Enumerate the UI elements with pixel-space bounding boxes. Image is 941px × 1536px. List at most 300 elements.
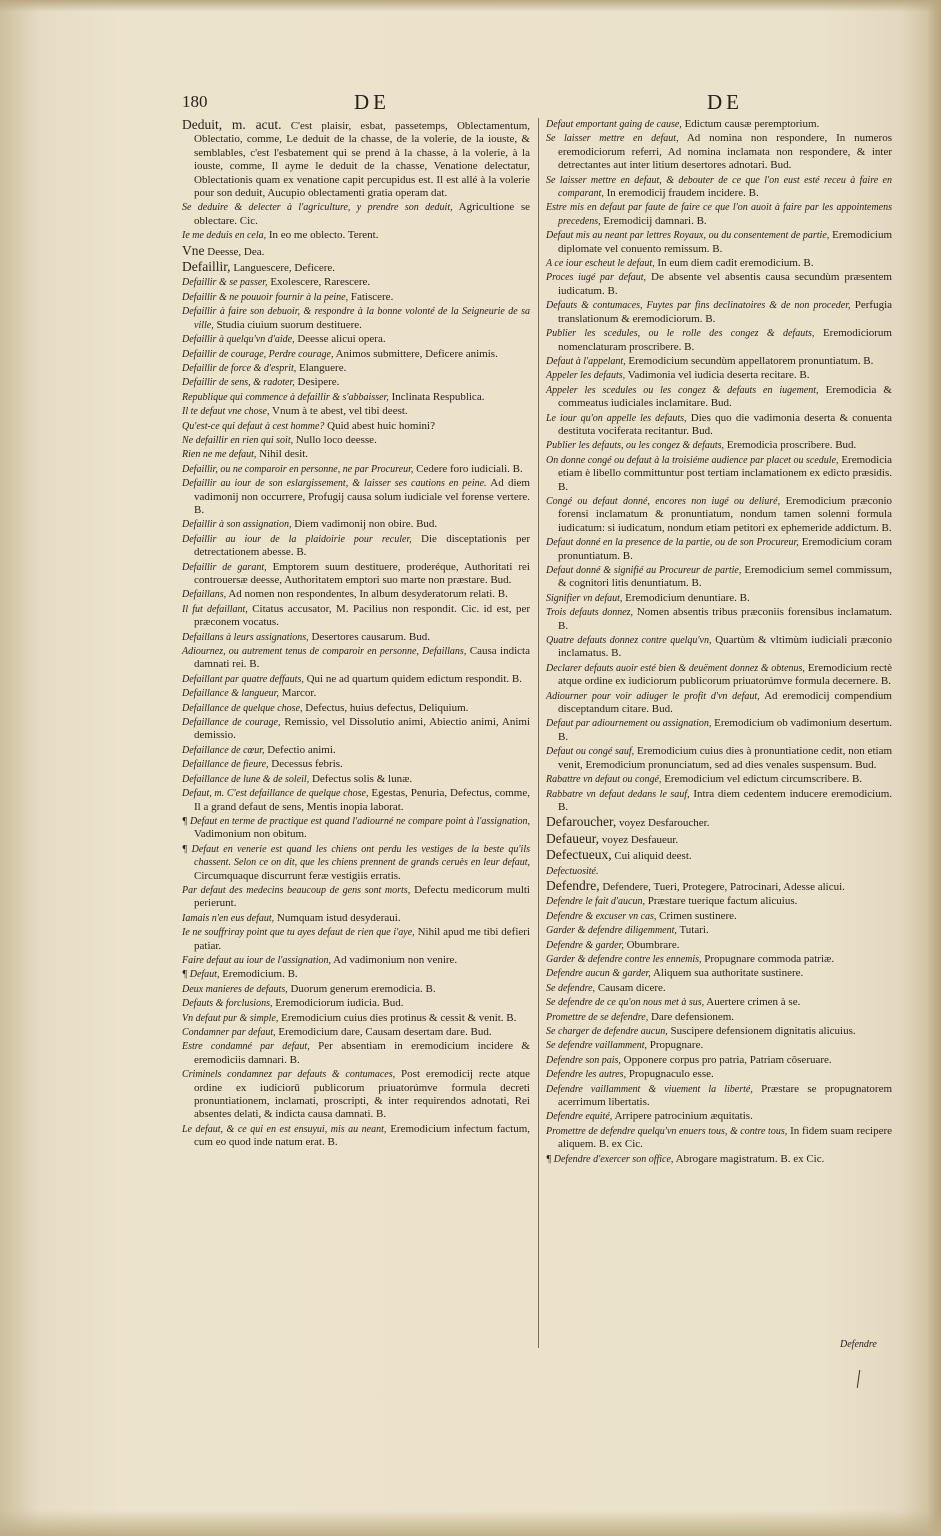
latin-gloss: Eremodicia etiam è libello committuntur post tertiam inclamationem ex edicto præsidis. B. [558, 453, 893, 493]
french-headword: Defendre son pais, [546, 1054, 621, 1066]
running-header [182, 90, 902, 120]
dictionary-entry [182, 1026, 530, 1039]
latin-gloss: In eremodicij fraudem incidere. B. [606, 187, 759, 200]
dictionary-entry [546, 953, 892, 966]
french-headword: Le defaut, & ce qui en est ensuyui, mis au neant, [182, 1123, 387, 1135]
dictionary-entry [546, 299, 892, 326]
dictionary-entry [182, 561, 530, 588]
dictionary-entry [182, 391, 530, 404]
dictionary-entry [182, 645, 530, 672]
dictionary-entry [546, 1054, 892, 1067]
dictionary-entry [182, 673, 530, 686]
latin-gloss: Defectus solis & lunæ. [311, 772, 413, 785]
page-shadow-top [0, 0, 941, 12]
dictionary-entry [546, 592, 892, 605]
dictionary-entry [182, 773, 530, 786]
dictionary-entry [182, 787, 530, 814]
latin-gloss: Propugnaculo esse. [628, 1068, 714, 1081]
french-headword: Defaillir de courage, Perdre courage, [182, 348, 334, 360]
french-headword: Il fut defaillant, [182, 603, 248, 615]
french-headword: Defaillir à quelqu'vn d'aide, [182, 334, 295, 346]
french-headword: Defectueux, [546, 847, 612, 863]
dictionary-entry [182, 305, 530, 332]
latin-gloss: Die disceptationis per detrectationem abesse. B. [194, 532, 531, 559]
latin-gloss: Eremodicium semel commissum, & cognitori litis denuntiatum. B. [558, 564, 893, 590]
french-headword: Defaillir de force & d'esprit, [182, 362, 297, 374]
latin-gloss: Suscipere defensionem dignitatis alicuius. [670, 1025, 856, 1037]
french-headword: Se defendre de ce qu'on nous met à sus, [546, 997, 705, 1009]
dictionary-entry [182, 434, 530, 447]
latin-gloss: Cedere foro iudiciali. B. [416, 462, 523, 475]
dictionary-entry [546, 865, 892, 878]
french-headword: Se defendre, [546, 982, 596, 994]
french-headword: Garder & defendre contre les ennemis, [546, 953, 702, 965]
latin-gloss: Studia ciuium suorum destituere. [216, 318, 362, 331]
dictionary-entry [546, 132, 892, 172]
french-headword: Iamais n'en eus defaut, [182, 912, 275, 924]
french-headword: Defaut, m. C'est defaillance de quelque chose, [182, 788, 369, 800]
dictionary-entry [182, 477, 530, 517]
latin-gloss: Perfugia translationum & eremodiciorum. B. [558, 299, 893, 325]
dictionary-entry [182, 702, 530, 715]
latin-gloss: Egestas, Penuria, Defectus, comme, Il a grand defaut de sens, Mentis inopia laborat. [194, 787, 530, 813]
french-headword: Defendre, [546, 877, 600, 893]
dictionary-entry [182, 815, 530, 842]
french-headword: Adiournez, ou autrement tenus de comparoir en personne, Defaillans, [182, 646, 467, 658]
dictionary-entry [182, 1012, 530, 1025]
latin-gloss: Languescere, Deficere. [233, 262, 335, 275]
dictionary-entry [546, 662, 892, 689]
french-headword: Defaillir & se passer, [182, 277, 268, 289]
french-headword: Deux manieres de defauts, [182, 983, 288, 995]
dictionary-entry [546, 895, 892, 908]
latin-gloss: Dare defensionem. [650, 1010, 735, 1023]
french-headword: Estre condamné par defaut, [182, 1041, 310, 1053]
dictionary-entry [182, 362, 530, 375]
dictionary-entry [546, 606, 892, 633]
latin-gloss: Eremodicia & commeatus iudiciales inclamitare. Bud. [558, 383, 892, 410]
dictionary-entry [546, 369, 892, 382]
dictionary-entry [182, 118, 530, 200]
dictionary-entry [546, 355, 892, 368]
latin-gloss: Defectio animi. [267, 743, 336, 756]
dictionary-entry [546, 832, 892, 847]
french-headword: Congé ou defaut donné, encores non iugé ou deliuré, [546, 495, 781, 507]
latin-gloss: Eremodicium coram pronuntiatum. B. [558, 536, 893, 562]
dictionary-entry [182, 376, 530, 389]
latin-gloss: Duorum generum eremodicia. B. [290, 982, 436, 995]
french-headword: Defaillance de lune & de soleil, [182, 773, 310, 785]
french-headword: Defaillir au iour de son eslargissement, & laisser ses cautions en peine. [182, 478, 487, 490]
latin-gloss: Defectus, huius defectus, Deliquium. [305, 701, 469, 714]
latin-gloss: Aliquem sua authoritate sustinere. [652, 967, 804, 980]
dictionary-entry [546, 174, 892, 201]
column-divider [538, 118, 539, 1348]
french-headword: Proces iugé par defaut, [546, 272, 647, 284]
french-headword: Defendre equité, [546, 1111, 613, 1123]
latin-gloss: Eremodicium præconio forensi inclamatum & pronuntiatum, nondum tamen solenni formula iudicatum: si iudicatum, nondum etiam petitori ex ephemeride addictum. B. [558, 494, 893, 534]
french-headword: ¶ Defaut en terme de practique est quand l'adiourné ne compare point à l'assignation, [182, 815, 530, 827]
french-headword: Defaut par adiournement ou assignation, [546, 718, 712, 730]
french-headword: A ce iour escheut le defaut, [546, 258, 655, 270]
latin-gloss: Cui aliquid deest. [614, 850, 692, 863]
dictionary-entry [546, 788, 892, 815]
french-headword: Defaut ou congé sauf, [546, 746, 635, 758]
french-headword: ¶ Defendre d'exercer son office, [546, 1153, 674, 1165]
latin-gloss: Propugnare commoda patriæ. [704, 952, 835, 965]
latin-gloss: Desipere. [297, 376, 340, 389]
dictionary-entry [546, 454, 892, 494]
french-headword: Declarer defauts auoir esté bien & deuëment donnez & obtenus, [546, 662, 805, 674]
dictionary-entry [546, 1011, 892, 1024]
dictionary-entry [182, 954, 530, 967]
french-headword: Defaillir de garant, [182, 561, 267, 573]
dictionary-entry [182, 716, 530, 743]
dictionary-entry [546, 924, 892, 937]
latin-gloss: Post eremodicij recte atque ordine ex iudiciorū publicorum priuatorúmve formula decreti pronuntiationem, inclamati, proscripti, & inter requirendos adnotati, Rei absentes delati, & indicta causa damnati. B. [194, 1068, 531, 1121]
latin-gloss: Eremodicium infectum factum, cum eo quod inde natum erat. B. [194, 1122, 530, 1149]
french-headword: Defaillir à faire son debuoir, & respondre à la bonne volonté de la Seigneurie de sa ville, [182, 306, 530, 331]
french-headword: ¶ Defaut en venerie est quand les chiens ont perdu les vestiges de la beste qu'ils chassent. Selon ce on dit, que les chiens prennent de grands ceruès en leur defaut, [182, 843, 530, 869]
dictionary-entry [546, 815, 892, 830]
dictionary-entry [182, 518, 530, 531]
latin-gloss: Ad eremodicij compendium disceptandum citare. Bud. [558, 689, 892, 716]
french-headword: Defaillance de courage, [182, 717, 281, 729]
dictionary-entry [182, 1123, 530, 1150]
dictionary-entry [546, 201, 892, 228]
french-headword: Defaillance de fieure, [182, 759, 269, 771]
latin-gloss: voyez Desfaroucher. [619, 817, 710, 830]
latin-gloss: De absente vel absentis causa secundùm præsentem iudicatum. B. [558, 271, 892, 297]
latin-gloss: Vadimonium non obitum. [194, 828, 307, 841]
right-heading: DE [707, 90, 743, 114]
dictionary-entry [182, 603, 530, 630]
latin-gloss: Inclinata Respublica. [391, 390, 485, 403]
latin-gloss: In fidem suam recipere aliquem. B. ex Cic. [558, 1124, 892, 1151]
french-headword: Adiourner pour voir adiuger le profit d'vn defaut, [546, 690, 760, 702]
dictionary-entry [182, 912, 530, 925]
latin-gloss: Circumquaque discurrunt feræ vestigiis erratis. [194, 869, 401, 882]
latin-gloss: Ad nomina non respondere, In numeros eremodiciorum referri, Ad nomina inclamata non respondere, & inter detrectantes aut inter litium desertores adnotari. Bud. [558, 132, 892, 172]
french-headword: Defauts & contumaces, Fuytes par fins declinatoires & de non proceder, [546, 300, 851, 312]
latin-gloss: Deesse, Dea. [207, 245, 265, 258]
dictionary-entry [182, 333, 530, 346]
page-number: 180 [182, 92, 208, 111]
french-headword: Rabbatre vn defaut dedans le sauf, [546, 788, 690, 800]
latin-gloss: C'est plaisir, esbat, passetemps, Oblectamentum, Oblectatio, comme, Le deduit de la chasse, de la volerie, de la iouste, & semblables, c'est l'esbatement qui se prend à la chasse, à la volerie, à la iouste, comme, Il ayme le deduit de la chasse, Venatione delectatur, Oblectationis quam ex venatione capit percupidus est. Il est allé à la volerie pour son deduit, Aucupio oblectamenti gratia operam dat. [194, 120, 530, 200]
latin-gloss: Propugnare. [649, 1039, 704, 1052]
french-headword: Faire defaut au iour de l'assignation, [182, 954, 331, 966]
dictionary-entry [546, 229, 892, 256]
dictionary-entry [182, 533, 530, 560]
dictionary-entry [182, 631, 530, 644]
french-headword: Vn defaut pur & simple, [182, 1012, 279, 1024]
french-headword: Publier les defauts, ou les congez & defauts, [546, 440, 725, 452]
latin-gloss: Eremodiciorum iudicia. Bud. [275, 997, 404, 1010]
dictionary-entry [546, 910, 892, 923]
latin-gloss: Citatus accusator, M. Pacilius non respondit. Cic. id est, per præconem vocatus. [194, 602, 531, 629]
dictionary-entry [546, 634, 892, 661]
french-headword: Defaillir, ou ne comparoir en personne, ne par Procureur, [182, 463, 414, 475]
dictionary-entry [182, 348, 530, 361]
french-headword: Se laisser mettre en defaut, [546, 133, 679, 145]
pen-mark [857, 1370, 860, 1388]
dictionary-entry [182, 926, 530, 953]
dictionary-entry [182, 291, 530, 304]
latin-gloss: In eum diem cadit eremodicium. B. [657, 257, 814, 270]
latin-gloss: Diem vadimonij non obire. Bud. [294, 518, 438, 531]
french-headword: Se charger de defendre aucun, [546, 1026, 668, 1037]
latin-gloss: Numquam istud desyderaui. [276, 911, 401, 924]
dictionary-entry [182, 758, 530, 771]
french-headword: Rabattre vn defaut ou congé, [546, 774, 662, 786]
latin-gloss: voyez Desfaueur. [601, 833, 679, 846]
dictionary-entry [182, 997, 530, 1010]
latin-gloss: Tutari. [679, 924, 709, 937]
latin-gloss: Agricultione se oblectare. Cic. [194, 201, 530, 227]
latin-gloss: Exolescere, Rarescere. [270, 276, 371, 289]
french-headword: Defendre & garder, [546, 939, 624, 951]
latin-gloss: Defendere, Tueri, Protegere, Patrocinari, Adesse alicui. [602, 880, 845, 893]
french-headword: Defendre le fait d'aucun, [546, 896, 645, 908]
latin-gloss: Eremodicium secundùm appellatorem pronuntiatum. B. [628, 354, 874, 367]
latin-gloss: Intra diem cedentem inducere eremodicium. B. [558, 787, 893, 813]
french-headword: Defaillir de sens, & radoter, [182, 377, 295, 389]
latin-gloss: Nihil desit. [259, 448, 309, 461]
dictionary-entry [182, 201, 530, 228]
latin-gloss: Eremodicium rectè atque ordine ex iudiciorum publicorum priuatorúmve formula decernere. B. [558, 661, 892, 688]
dictionary-entry [546, 982, 892, 995]
dictionary-entry [546, 564, 892, 591]
dictionary-entry [182, 983, 530, 996]
french-headword: Se laisser mettre en defaut, & debouter de ce que l'on eust esté receu à faire en comparant, [546, 174, 892, 200]
french-headword: Defaroucher, [546, 814, 617, 830]
french-headword: Rien ne me defaut, [182, 449, 257, 461]
dictionary-entry [182, 1040, 530, 1067]
french-headword: Appeler les defauts, [546, 370, 626, 382]
dictionary-entry [546, 1153, 892, 1166]
dictionary-entry [546, 1068, 892, 1081]
catchword: Defendre [840, 1339, 877, 1350]
french-headword: Defaillant par quatre deffauts, [182, 673, 304, 685]
french-headword: Defaut donné & signifié au Procureur de partie, [546, 565, 742, 576]
latin-gloss: Eremodicium vel edictum circumscribere. B. [664, 773, 863, 786]
latin-gloss: Vadimonia vel iudicia deserta recitare. B. [627, 369, 810, 382]
french-headword: Le iour qu'on appelle les defauts, [546, 412, 687, 424]
french-headword: Appeler les scedules ou les congez & defauts en iugement, [546, 384, 819, 396]
latin-gloss: Eremodiciorum nomenclaturam proscribere. B. [558, 327, 892, 353]
french-headword: Condamner par defaut, [182, 1027, 276, 1038]
french-headword: Trois defauts donnez, [546, 607, 634, 619]
latin-gloss: Eremodicium diplomate vel conuento remissum. B. [558, 229, 892, 255]
latin-gloss: Dies quo die vadimonia deserta & conuenta destituta vociferata recitantur. Bud. [558, 411, 892, 437]
latin-gloss: Eremodicij damnari. B. [603, 214, 707, 227]
left-heading: DE [354, 90, 390, 114]
latin-gloss: Defectu medicorum multi perierunt. [194, 883, 530, 910]
latin-gloss: Edictum causæ peremptorium. [684, 118, 820, 130]
latin-gloss: Vnum à te abest, vel tibi deest. [272, 405, 408, 418]
latin-gloss: Elanguere. [299, 361, 347, 374]
dictionary-entry [546, 1083, 892, 1110]
latin-gloss: Præstare tuerique factum alicuius. [647, 895, 798, 908]
french-headword: Defaillans, [182, 589, 227, 601]
latin-gloss: Auertere crimen à se. [706, 996, 801, 1009]
french-headword: Defaillance de quelque chose, [182, 702, 303, 714]
french-headword: Garder & defendre diligemment, [546, 925, 677, 937]
dictionary-entry [546, 327, 892, 354]
dictionary-entry [546, 536, 892, 563]
french-headword: Promettre de defendre quelqu'vn enuers tous, & contre tous, [546, 1125, 788, 1137]
dictionary-entry [182, 463, 530, 476]
french-headword: Vne [182, 242, 205, 258]
french-headword: Promettre de se defendre, [546, 1011, 649, 1023]
latin-gloss: Ad vadimonium non venire. [333, 953, 458, 966]
french-headword: Se deduire & delecter à l'agriculture, y prendre son deduit, [182, 202, 453, 214]
latin-gloss: Desertores causarum. Bud. [311, 630, 430, 643]
french-headword: Defectuosité. [546, 865, 599, 877]
french-headword: Defaillance & langueur, [182, 688, 279, 700]
french-headword: Ne defaillir en rien qui soit, [182, 434, 294, 446]
french-headword: Republique qui commence à defaillir & s'abbaisser, [182, 391, 389, 403]
latin-gloss: Præstare se propugnatorem acerrimum libertatis. [558, 1082, 893, 1109]
latin-gloss: Crimen sustinere. [659, 909, 737, 922]
dictionary-entry [182, 420, 530, 433]
french-headword: Defaueur, [546, 830, 600, 846]
latin-gloss: Causam dicere. [597, 981, 666, 994]
latin-gloss: Fatiscere. [350, 290, 394, 303]
french-headword: Defendre aucun & garder, [546, 968, 651, 980]
dictionary-entry [546, 745, 892, 772]
french-headword: Se defendre vaillamment, [546, 1040, 647, 1052]
latin-gloss: Nullo loco deesse. [295, 433, 377, 446]
french-headword: Defaillance de cœur, [182, 744, 265, 756]
dictionary-entry [546, 996, 892, 1009]
dictionary-entry [182, 687, 530, 700]
page-shadow-bottom [0, 1510, 941, 1536]
dictionary-entry [546, 879, 892, 894]
latin-gloss: Causa indicta damnati rei. B. [194, 645, 530, 671]
latin-gloss: Quid abest huic homini? [327, 419, 435, 432]
latin-gloss: Opponere corpus pro patria, Patriam cōseruare. [623, 1053, 832, 1066]
dictionary-entry [182, 588, 530, 601]
french-headword: Deduit, m. acut. [182, 117, 282, 132]
latin-gloss: Decessus febris. [271, 758, 343, 771]
french-headword: Par defaut des medecins beaucoup de gens sont morts, [182, 884, 411, 896]
latin-gloss: Eremodicium cuius dies protinus & cessit & venit. B. [281, 1011, 517, 1024]
french-headword: ¶ Defaut, [182, 969, 220, 981]
latin-gloss: Eremodicium ob vadimonium desertum. B. [558, 717, 892, 743]
french-headword: Il te defaut vne chose, [182, 406, 270, 418]
latin-gloss: Ad nomen non respondentes, In album desyderatorum relati. B. [228, 588, 508, 601]
dictionary-entry [546, 1025, 892, 1038]
dictionary-entry [546, 1039, 892, 1052]
french-headword: Defauts & forclusions, [182, 998, 273, 1010]
dictionary-entry [182, 1068, 530, 1122]
latin-gloss: Remissio, vel Dissolutio animi, Abiectio animi, Animi demissio. [194, 716, 530, 742]
french-headword: Criminels condamnez par defauts & contumaces, [182, 1069, 396, 1081]
dictionary-entry [182, 448, 530, 461]
dictionary-entry [182, 968, 530, 981]
latin-gloss: Abrogare magistratum. B. ex Cic. [675, 1152, 825, 1165]
french-headword: Defaillir & ne pouuoir fournir à la peine, [182, 291, 349, 303]
french-headword: Signifier vn defaut, [546, 592, 623, 604]
french-headword: Defaillir à son assignation, [182, 519, 292, 531]
dictionary-entry [546, 1125, 892, 1152]
latin-gloss: In eo me oblecto. Terent. [268, 229, 379, 242]
dictionary-entry [546, 690, 892, 717]
french-headword: Qu'est-ce qui defaut à cest homme? [182, 420, 325, 432]
dictionary-entry [182, 244, 530, 259]
french-headword: Defaut donné en la presence de la partie, ou de son Procureur, [546, 537, 799, 549]
latin-gloss: Nomen absentis tribus præconiis forensibus inclamatum. B. [558, 606, 893, 632]
french-headword: Ie me deduis en cela, [182, 230, 267, 242]
latin-gloss: Marcor. [281, 687, 317, 700]
dictionary-entry [546, 1110, 892, 1123]
latin-gloss: Deesse alicui opera. [297, 333, 386, 346]
french-headword: Ie ne souffriray point que tu ayes defaut de rien que i'aye, [182, 927, 415, 939]
page-shadow-right [927, 0, 941, 1536]
latin-gloss: Obumbrare. [626, 938, 680, 951]
dictionary-entry [546, 495, 892, 535]
left-column [182, 118, 530, 1151]
french-headword: Publier les scedules, ou le rolle des congez & defauts, [546, 328, 815, 340]
dictionary-entry [182, 229, 530, 242]
dictionary-entry [182, 276, 530, 289]
french-headword: Defaillans à leurs assignations, [182, 631, 309, 643]
french-headword: Defaut emportant gaing de cause, [546, 119, 682, 130]
french-headword: Defendre & excuser vn cas, [546, 910, 657, 922]
latin-gloss: Eremodicium denuntiare. B. [625, 591, 750, 604]
latin-gloss: Eremodicia proscribere. Bud. [726, 439, 857, 452]
latin-gloss: Emptorem suum destituere, proderéque, Authoritati rei controuersæ deesse, Authoritatem emptori suo marte non præstare. Bud. [194, 560, 530, 586]
dictionary-entry [546, 412, 892, 439]
latin-gloss: Animos submittere, Deficere animis. [335, 347, 498, 360]
dictionary-entry [546, 848, 892, 863]
dictionary-entry [182, 260, 530, 275]
french-headword: Quatre defauts donnez contre quelqu'vn, [546, 635, 712, 647]
dictionary-entry [546, 257, 892, 270]
latin-gloss: Arripere patrocinium æquitatis. [614, 1110, 753, 1123]
dictionary-entry [546, 384, 892, 411]
french-headword: Defaut à l'appelant, [546, 355, 626, 367]
latin-gloss: Quartùm & vltimùm iudiciali præconio inclamatus. B. [558, 634, 892, 660]
french-headword: Defaut mis au neant par lettres Royaux, ou du consentement de partie, [546, 230, 830, 242]
right-column [546, 118, 892, 1167]
dictionary-entry [546, 118, 892, 131]
dictionary-entry [546, 271, 892, 298]
latin-gloss: Eremodicium. B. [222, 968, 298, 981]
dictionary-entry [182, 744, 530, 757]
french-headword: Defendre vaillamment & viuement la liberté, [546, 1083, 753, 1095]
latin-gloss: Nihil apud me tibi defieri patiar. [194, 926, 530, 952]
french-headword: On donne congé ou defaut à la troisiéme audience par placet ou scedule, [546, 454, 839, 466]
french-headword: Defaillir, [182, 259, 231, 275]
dictionary-entry [546, 967, 892, 980]
dictionary-entry [546, 717, 892, 744]
french-headword: Estre mis en defaut par faute de faire ce que l'on auoit à faire par les appointemens precedens, [546, 202, 892, 227]
dictionary-entry [182, 884, 530, 911]
dictionary-entry [546, 773, 892, 786]
latin-gloss: Eremodicium dare, Causam desertam dare. Bud. [278, 1026, 492, 1038]
dictionary-entry [546, 939, 892, 952]
french-headword: Defaillir au iour de la plaidoirie pour reculer, [182, 533, 412, 545]
dictionary-entry [182, 405, 530, 418]
latin-gloss: Eremodicium cuius dies à pronuntiatione cedit, non etiam venit, Eremodicium pronunciatum, sed ad dies venales suspensum. Bud. [558, 745, 893, 771]
dictionary-entry [182, 843, 530, 883]
latin-gloss: Per absentiam in eremodicium incidere & eremodiciis damnari. B. [194, 1040, 530, 1066]
latin-gloss: Ad diem vadimonij non occurrere, Profugij causa solum iudiciale vel forense vertere. B. [194, 477, 530, 516]
dictionary-entry [546, 439, 892, 452]
